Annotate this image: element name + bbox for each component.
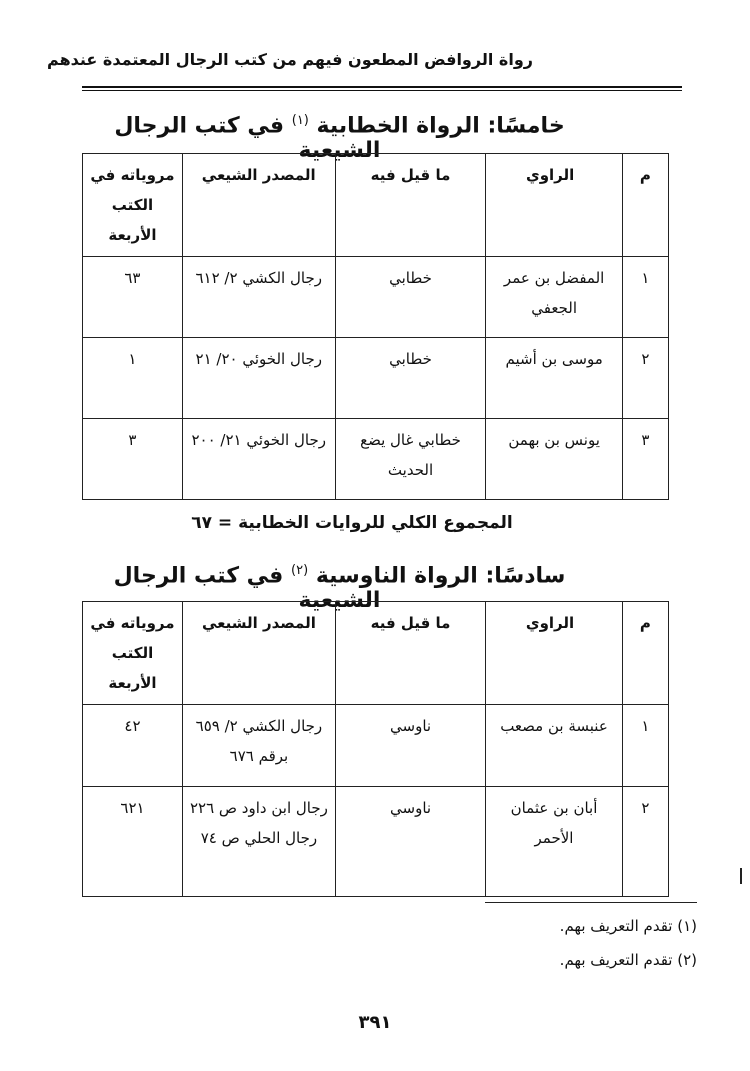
cell-source: رجال ابن داود ص ٢٢٦ رجال الحلي ص ٧٤ (182, 787, 335, 897)
col-count-header: مروياته في الكتب الأربعة (83, 602, 183, 705)
cell-said: ناوسي (335, 787, 485, 897)
running-head: رواة الروافض المطعون فيهم من كتب الرجال المعتمدة عندهم (47, 50, 533, 69)
cell-source: رجال الخوئي ٢١/ ٢٠٠ (182, 419, 335, 500)
cell-count: ٣ (83, 419, 183, 500)
cell-count: ١ (83, 338, 183, 419)
col-narrator-header: الراوي (486, 154, 622, 257)
cell-count: ٤٢ (83, 705, 183, 787)
cell-said: ناوسي (335, 705, 485, 787)
cell-narrator: المفضل بن عمر الجعفي (486, 257, 622, 338)
section5-title-tail: في كتب الرجال الشيعية (114, 113, 381, 164)
cell-source: رجال الخوئي ٢٠/ ٢١ (182, 338, 335, 419)
section6-title-tail: في كتب الرجال الشيعية (113, 563, 381, 614)
section5-footnote-mark[interactable]: (١) (291, 113, 309, 128)
cell-source: رجال الكشي ٢/ ٦١٢ (182, 257, 335, 338)
section6-footnote-mark[interactable]: (٢) (291, 563, 309, 578)
page-number: ٣٩١ (358, 1012, 392, 1033)
table-header-row (83, 154, 669, 257)
footnote-rule (485, 902, 697, 903)
cell-num: ٣ (622, 419, 668, 500)
cell-narrator: يونس بن بهمن (486, 419, 622, 500)
table-row (83, 257, 669, 338)
cell-narrator: موسى بن أشيم (486, 338, 622, 419)
col-said-header: ما قيل فيه (335, 602, 485, 705)
table-row (83, 705, 669, 787)
col-num-header: م (622, 602, 668, 705)
table-row (83, 787, 669, 897)
cell-count: ٦٢١ (83, 787, 183, 897)
table-row (83, 338, 669, 419)
cell-narrator: أبان بن عثمان الأحمر (486, 787, 623, 897)
cell-num: ٢ (622, 338, 668, 419)
col-count-header: مروياته في الكتب الأربعة (83, 154, 183, 257)
section5-table (82, 153, 669, 500)
header-rule (82, 86, 682, 88)
cell-num: ٢ (622, 787, 668, 897)
section5-title-text: خامسًا: الرواة الخطابية (316, 113, 565, 139)
col-num-header: م (622, 154, 668, 257)
margin-mark (740, 868, 742, 884)
cell-said: خطابي (335, 338, 486, 419)
col-narrator-header: الراوي (486, 602, 623, 705)
total-line: المجموع الكلي للروايات الخطابية = ٦٧ (191, 513, 513, 533)
cell-source: رجال الكشي ٢/ ٦٥٩ برقم ٦٧٦ (182, 705, 335, 787)
header-rule-thin (82, 90, 682, 91)
cell-narrator: عنبسة بن مصعب (486, 705, 623, 787)
cell-said: خطابي (335, 257, 486, 338)
cell-num: ١ (622, 257, 668, 338)
table-row (83, 419, 669, 500)
cell-count: ٦٣ (83, 257, 183, 338)
footnote-2: (٢) تقدم التعريف بهم. (559, 951, 697, 969)
col-source-header: المصدر الشيعي (182, 602, 335, 705)
cell-said: خطابي غال يضع الحديث (335, 419, 486, 500)
cell-num: ١ (622, 705, 668, 787)
section6-title-text: سادسًا: الرواة الناوسية (315, 563, 566, 589)
footnote-1: (١) تقدم التعريف بهم. (559, 917, 697, 935)
col-source-header: المصدر الشيعي (182, 154, 335, 257)
section6-table (82, 601, 669, 897)
col-said-header: ما قيل فيه (335, 154, 486, 257)
table-header-row (83, 602, 669, 705)
